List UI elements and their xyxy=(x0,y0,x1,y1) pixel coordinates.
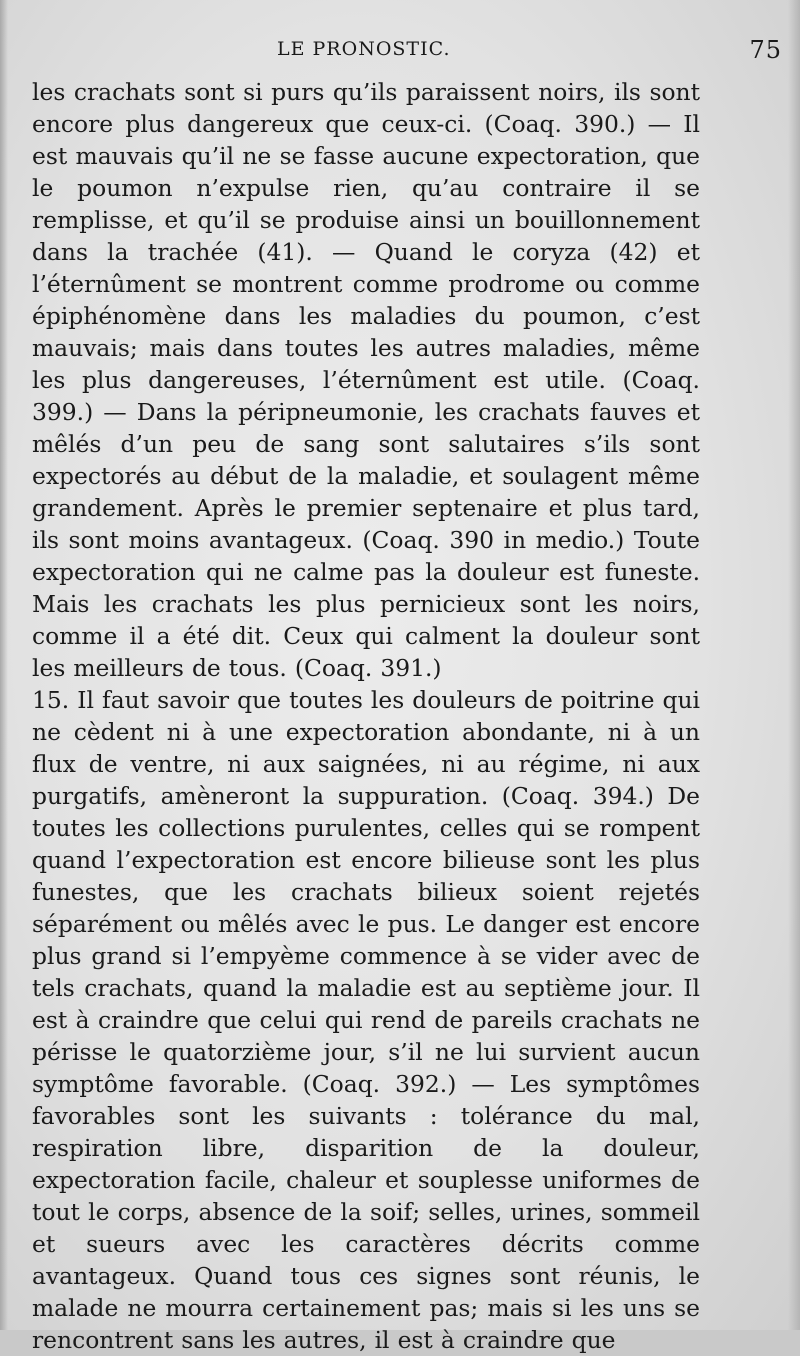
running-header xyxy=(32,34,782,76)
running-title: LE PRONOSTIC. xyxy=(277,38,451,60)
body-text xyxy=(32,76,700,1356)
paragraph xyxy=(32,684,700,1356)
paragraph xyxy=(32,76,700,684)
page-number: 75 xyxy=(749,36,782,64)
section-number: 15. xyxy=(32,686,70,714)
paragraph-text: les crachats sont si purs qu’ils paraissent noirs, ils sont encore plus dangereux que ceux-ci. (Coaq. 390.) — Il est mauvais qu’il ne se fasse aucune expectoration, que le poumon n’expulse rien, qu’au contraire il se remplisse, et qu’il se produise ainsi un bouillonnement dans la trachée (41). — Quand le coryza (42) et l’éternûment se montrent comme prodrome ou comme épiphénomène dans les maladies du poumon, c’est mauvais; mais dans toutes les autres maladies, même les plus dangereuses, l’éternûment est utile. (Coaq. 399.) — Dans la péripneumonie, les crachats fauves et mêlés d’un peu de sang sont salutaires s’ils sont expectorés au début de la maladie, et soulagent même grandement. Après le premier septenaire et plus tard, ils sont moins avantageux. (Coaq. 390 in medio.) Toute expectoration qui ne calme pas la douleur est funeste. Mais les crachats les plus pernicieux sont les noirs, comme il a été dit. Ceux qui calment la douleur sont les meilleurs de tous. (Coaq. 391.) xyxy=(32,78,700,682)
paragraph-text: Il faut savoir que toutes les douleurs de poitrine qui ne cèdent ni à une expectoration abondante, ni à un flux de ventre, ni aux saignées, ni au régime, ni aux purgatifs, amèneront la suppuration. (Coaq. 394.) De toutes les collections purulentes, celles qui se rompent quand l’expectoration est encore bilieuse sont les plus funestes, que les crachats bilieux soient rejetés séparément ou mêlés avec le pus. Le danger est encore plus grand si l’empyème commence à se vider avec de tels crachats, quand la maladie est au septième jour. Il est à craindre que celui qui rend de pareils crachats ne périsse le quatorzième jour, s’il ne lui survient aucun symptôme favorable. (Coaq. 392.) — Les symptômes favorables sont les suivants : tolérance du mal, respiration libre, disparition de la douleur, expectoration facile, chaleur et souplesse uniformes de tout le corps, absence de la soif; selles, urines, sommeil et sueurs avec les caractères décrits comme avantageux. Quand tous ces signes sont réunis, le malade ne mourra certainement pas; mais si les uns se rencontrent sans les autres, il est à craindre que xyxy=(32,686,700,1354)
